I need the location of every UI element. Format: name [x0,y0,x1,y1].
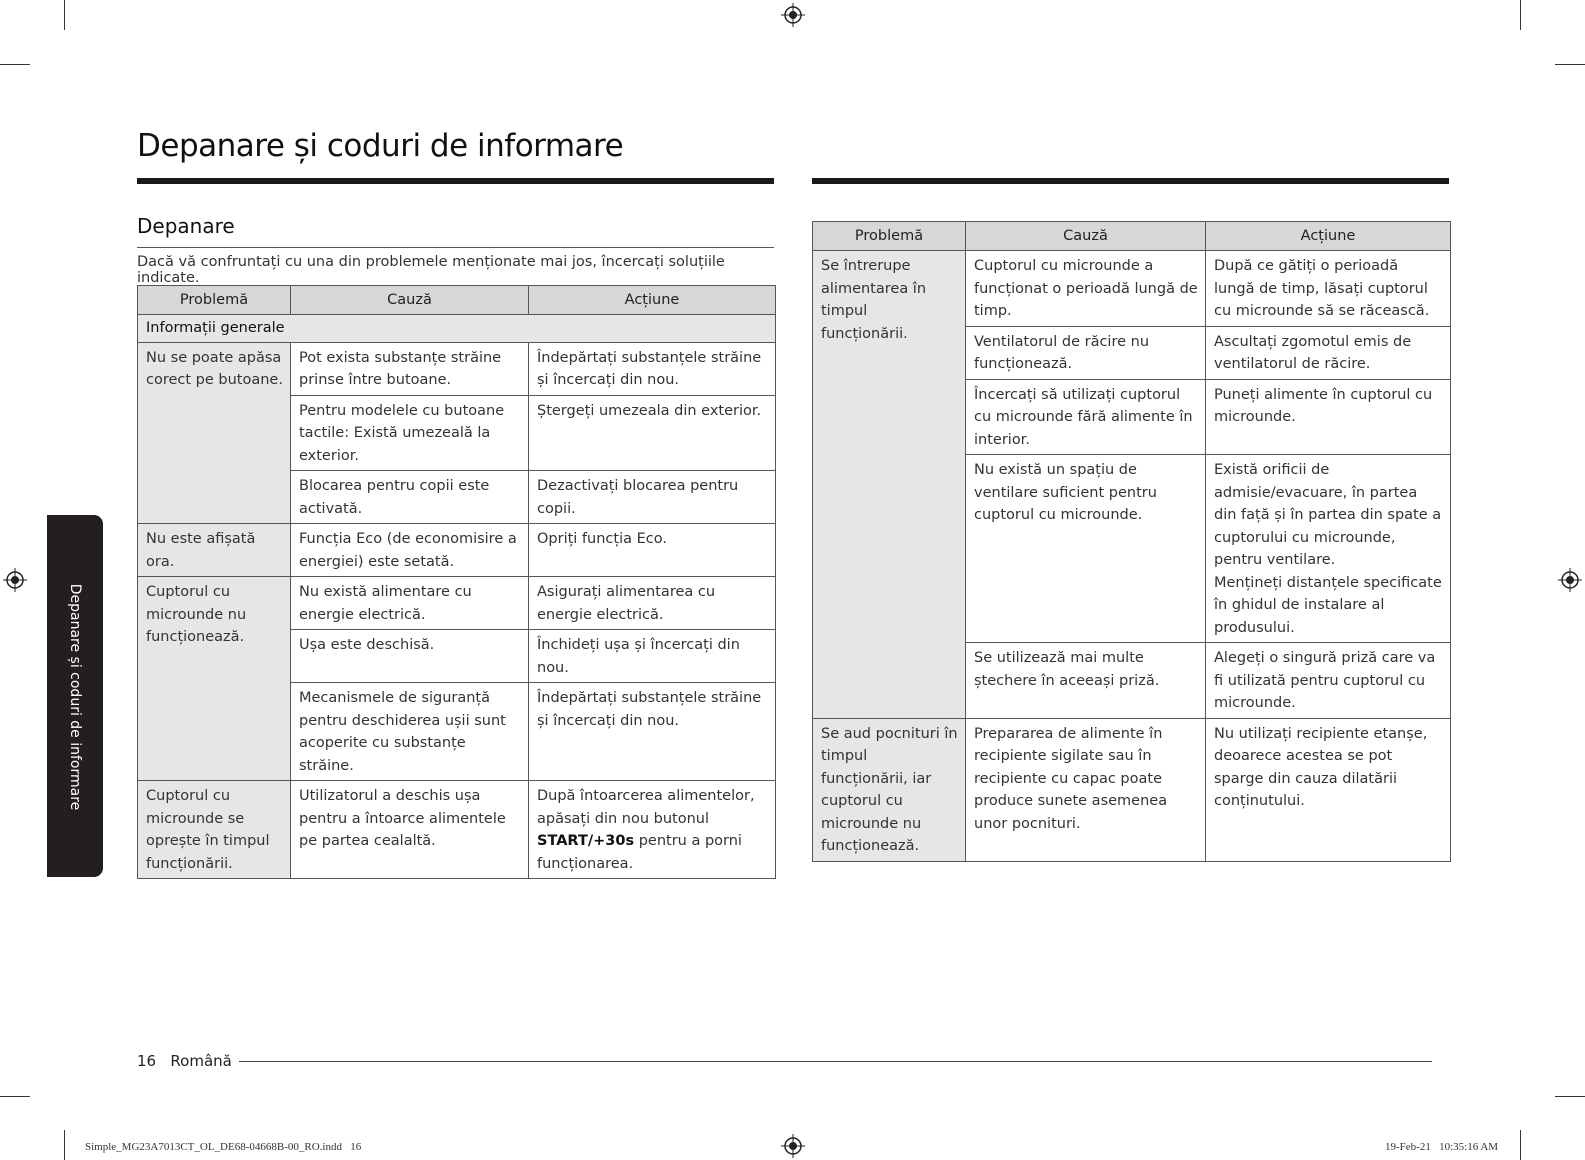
cause-cell: Funcția Eco (de economisire a energiei) este setată. [291,524,529,577]
cause-cell: Ușa este deschisă. [291,630,529,683]
registration-mark-right-icon [1558,568,1582,592]
action-cell: Alegeți o singură priză care va fi utilizată pentru cuptorul cu microunde. [1206,643,1451,719]
table-row [813,251,1451,327]
action-cell: Dezactivați blocarea pentru copii. [529,471,776,524]
action-cell: Ascultați zgomotul emis de ventilatorul de răcire. [1206,326,1451,379]
section-divider [137,247,774,248]
section-title: Depanare [137,214,235,238]
action-text: Mențineți distanțele specificate în ghidul de instalare al produsului. [1214,574,1442,636]
page-title: Depanare și coduri de informare [137,128,624,164]
problem-cell: Se aud pocnituri în timpul funcționării, iar cuptorul cu microunde nu funcționează. [813,718,966,861]
action-cell [1206,455,1451,643]
action-cell [529,781,776,879]
action-cell: Puneți alimente în cuptorul cu microunde. [1206,379,1451,455]
action-text: După întoarcerea alimentelor, apăsați din nou butonul [537,788,755,827]
chapter-side-tab-label: Depanare și coduri de informare [67,583,83,811]
table-row [138,342,776,395]
action-text: Există orificii de admisie/evacuare, în partea din față și în partea din spate a cuptorului cu microunde, pentru ventilare. [1214,462,1442,568]
header-action: Acțiune [529,286,776,315]
crop-mark-top-left [64,0,65,30]
title-bar-left [137,178,774,184]
header-problem: Problemă [813,222,966,251]
problem-cell: Nu se poate apăsa corect pe butoane. [138,342,291,524]
table-row [138,524,776,577]
intro-text: Dacă vă confruntați cu una din problemele menționate mai jos, încercați soluțiile indicate. [137,254,725,286]
problem-cell: Cuptorul cu microunde nu funcționează. [138,577,291,781]
header-cause: Cauză [966,222,1206,251]
table-row [813,718,1451,861]
page-footer [137,1052,232,1070]
crop-mark-top-left-h [0,64,30,65]
cause-cell: Pentru modelele cu butoane tactile: Există umezeală la exterior. [291,395,529,471]
action-cell: Opriți funcția Eco. [529,524,776,577]
troubleshooting-table-right [812,221,1451,862]
table-row [138,577,776,630]
cause-cell: Nu există un spațiu de ventilare suficient pentru cuptorul cu microunde. [966,455,1206,643]
action-cell: Îndepărtați substanțele străine și încercați din nou. [529,683,776,781]
action-cell: Închideți ușa și încercați din nou. [529,630,776,683]
header-cause: Cauză [291,286,529,315]
cause-cell: Cuptorul cu microunde a funcționat o perioadă lungă de timp. [966,251,1206,327]
table-header-row [138,286,776,315]
action-cell: Ștergeți umezeala din exterior. [529,395,776,471]
cause-cell: Mecanismele de siguranță pentru deschiderea ușii sunt acoperite cu substanțe străine. [291,683,529,781]
action-cell: Nu utilizați recipiente etanșe, deoarece acestea se pot sparge din cauza dilatării conținutului. [1206,718,1451,861]
action-text: pentru a porni funcționarea. [537,833,742,872]
action-cell: După ce gătiți o perioadă lungă de timp, lăsați cuptorul cu microunde să se răcească. [1206,251,1451,327]
registration-mark-left-icon [3,568,27,592]
footer-rule [239,1061,1432,1062]
cause-cell: Prepararea de alimente în recipiente sigilate sau în recipiente cu capac poate produce sunete asemenea unor pocnituri. [966,718,1206,861]
subheader-general-info: Informații generale [138,315,776,343]
table-row [138,781,776,879]
problem-cell: Cuptorul cu microunde se oprește în timpul funcționării. [138,781,291,879]
table-subheader-row [138,315,776,343]
troubleshooting-table-left [137,285,776,879]
start-button-label: START/+30s [537,833,635,849]
registration-mark-bottom-icon [781,1134,805,1158]
crop-mark-bottom-right [1520,1130,1521,1160]
cause-cell: Nu există alimentare cu energie electrică. [291,577,529,630]
title-bar-right [812,178,1449,184]
footer-language: Română [170,1052,232,1070]
cause-cell: Se utilizează mai multe ștechere în aceeași priză. [966,643,1206,719]
action-cell: Îndepărtați substanțele străine și încercați din nou. [529,342,776,395]
header-problem: Problemă [138,286,291,315]
crop-mark-bottom-right-h [1555,1096,1585,1097]
cause-cell: Utilizatorul a deschis ușa pentru a întoarce alimentele pe partea cealaltă. [291,781,529,879]
crop-mark-bottom-left [64,1130,65,1160]
crop-mark-top-right [1520,0,1521,30]
problem-cell: Nu este afișată ora. [138,524,291,577]
crop-mark-bottom-left-h [0,1096,30,1097]
problem-cell: Se întrerupe alimentarea în timpul funcționării. [813,251,966,719]
cause-cell: Ventilatorul de răcire nu funcționează. [966,326,1206,379]
cause-cell: Blocarea pentru copii este activată. [291,471,529,524]
print-slug-left: Simple_MG23A7013CT_OL_DE68-04668B-00_RO.indd 16 [85,1141,362,1153]
cause-cell: Pot exista substanțe străine prinse între butoane. [291,342,529,395]
header-action: Acțiune [1206,222,1451,251]
table-header-row [813,222,1451,251]
page-number: 16 [137,1052,157,1070]
cause-cell: Încercați să utilizați cuptorul cu microunde fără alimente în interior. [966,379,1206,455]
print-slug-right: 19-Feb-21 10:35:16 AM [1385,1141,1499,1153]
action-cell: Asigurați alimentarea cu energie electrică. [529,577,776,630]
crop-mark-top-right-h [1555,64,1585,65]
registration-mark-top-icon [781,3,805,27]
